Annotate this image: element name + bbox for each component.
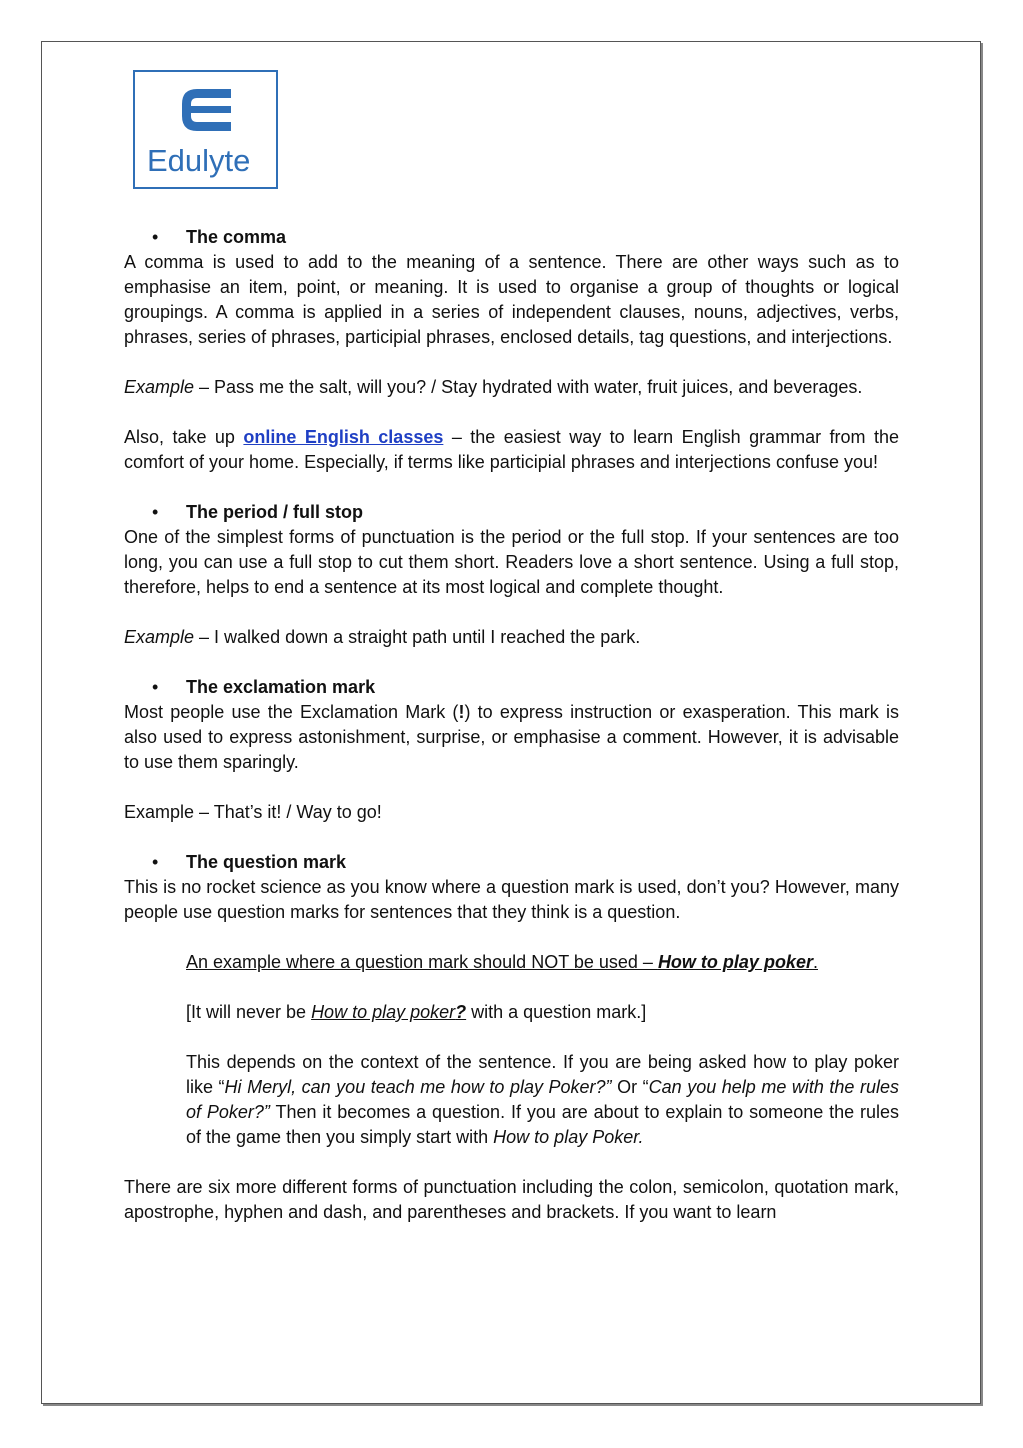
online-english-classes-link[interactable]: online English classes [243, 427, 444, 447]
article-body [124, 225, 899, 1225]
edulyte-e-logo-icon [135, 72, 276, 187]
exclamation-paragraph: Most people use the Exclamation Mark (!) to express instruction or exasperation. This mark is also used to express astonishment, surprise, or emphasise a comment. However, it is advisable to use them sparingly. [124, 702, 899, 772]
period-paragraph: One of the simplest forms of punctuation is the period or the full stop. If your sentences are too long, you can use a full stop to cut them short. Readers love a short sentence. Using a full stop, therefore, helps to end a sentence at its most logical and complete thought. [124, 527, 899, 597]
section-heading-comma: • The comma [124, 225, 899, 250]
closing-paragraph: There are six more different forms of punctuation including the colon, semicolon, quotation mark, apostrophe, hyphen and dash, and parentheses and brackets. If you want to learn [124, 1177, 899, 1222]
bullet-icon: • [152, 502, 159, 522]
svg-text:Edulyte: Edulyte [147, 143, 251, 178]
period-example: Example – I walked down a straight path until I reached the park. [124, 627, 641, 647]
comma-example: Example – Pass me the salt, will you? / Stay hydrated with water, fruit juices, and beverages. [124, 377, 863, 397]
section-heading-question: • The question mark [124, 850, 899, 875]
question-never-note: [It will never be How to play poker? with a question mark.] [186, 1002, 647, 1022]
question-context: This depends on the context of the sentence. If you are being asked how to play poker like “Hi Meryl, can you teach me how to play Poker?” Or “Can you help me with the rules of Poker?” Then it becomes a question. If you are about to explain to someone the rules of the game then you simply start with How to play Poker. [186, 1052, 899, 1147]
exclamation-example: Example – That’s it! / Way to go! [124, 802, 382, 822]
section-heading-period: • The period / full stop [124, 500, 899, 525]
comma-paragraph: A comma is used to add to the meaning of a sentence. There are other ways such as to emphasise an item, point, or meaning. It is used to organise a group of thoughts or logical groupings. A comma is applied in a series of independent clauses, nouns, adjectives, verbs, phrases, series of phrases, participial phrases, enclosed details, tag questions, and interjections. [124, 252, 899, 347]
promo-paragraph: Also, take up online English classes – the easiest way to learn English grammar from the comfort of your home. Especially, if terms like participial phrases and interjections confuse you! [124, 427, 899, 472]
question-paragraph: This is no rocket science as you know where a question mark is used, don’t you? However, many people use question marks for sentences that they think is a question. [124, 877, 899, 922]
bullet-icon: • [152, 852, 159, 872]
bullet-icon: • [152, 227, 159, 247]
question-example: An example where a question mark should NOT be used – How to play poker. [186, 952, 818, 972]
section-heading-exclamation: • The exclamation mark [124, 675, 899, 700]
edulyte-logo [133, 70, 278, 189]
bullet-icon: • [152, 677, 159, 697]
